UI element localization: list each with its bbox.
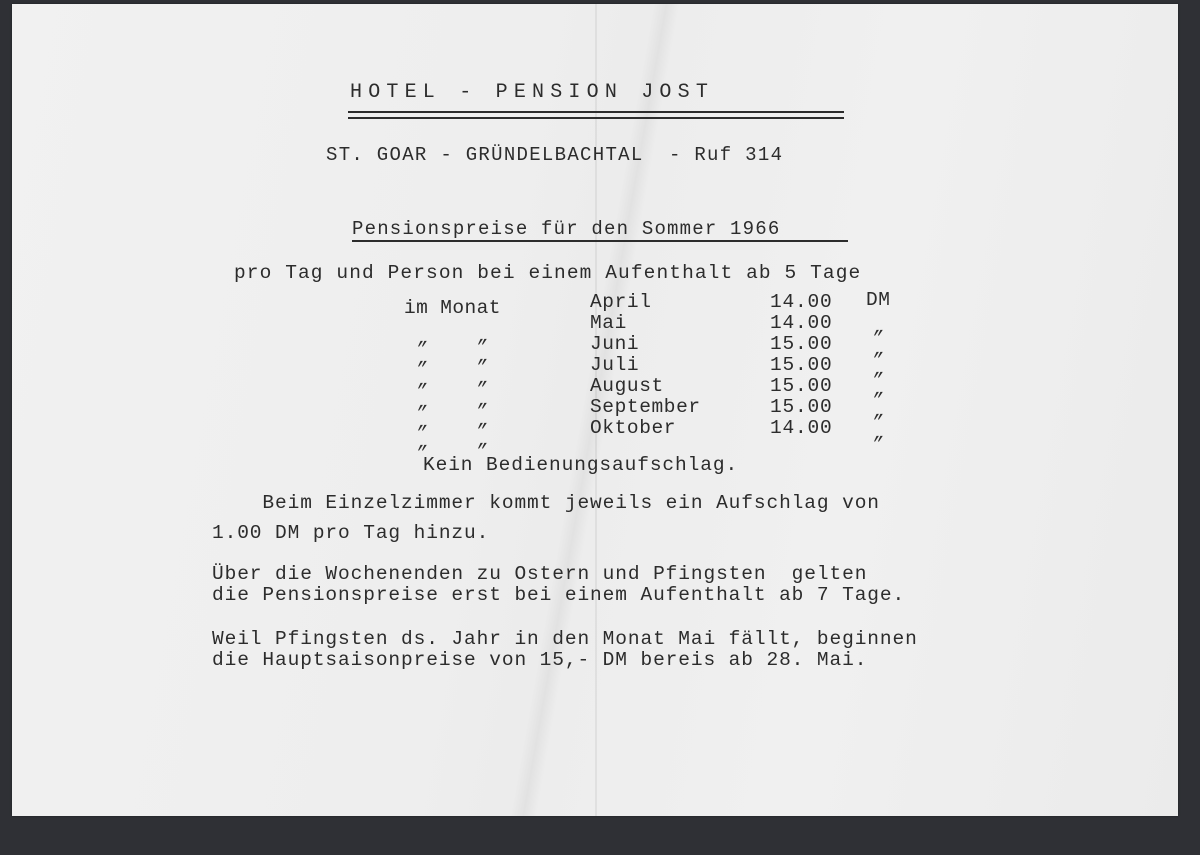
currency-ditto: „ bbox=[874, 402, 885, 422]
ditto-mark: „ bbox=[478, 369, 489, 389]
price-september: 15.00 bbox=[770, 396, 833, 418]
ditto-mark: „ bbox=[478, 347, 489, 367]
service-note: Kein Bedienungsaufschlag. bbox=[423, 454, 739, 476]
month-april: April bbox=[590, 291, 652, 313]
letter-sheet bbox=[12, 4, 1178, 816]
month-mai: Mai bbox=[590, 312, 627, 334]
currency-ditto: „ bbox=[874, 360, 885, 380]
price-juni: 15.00 bbox=[770, 333, 833, 355]
ditto-mark: „ bbox=[418, 433, 429, 453]
hotel-title: HOTEL - PENSION JOST bbox=[350, 81, 715, 104]
price-heading: Pensionspreise für den Sommer 1966 bbox=[352, 218, 781, 240]
hotel-address: ST. GOAR - GRÜNDELBACHTAL - Ruf 314 bbox=[326, 144, 784, 166]
heading-underline bbox=[352, 240, 848, 242]
ditto-mark: „ bbox=[418, 349, 429, 369]
currency-label: DM bbox=[866, 289, 891, 311]
month-label: im Monat bbox=[404, 297, 501, 319]
ditto-mark: „ bbox=[478, 391, 489, 411]
month-juni: Juni bbox=[590, 333, 640, 355]
paragraph-line: 1.00 DM pro Tag hinzu. bbox=[212, 522, 490, 544]
paragraph-line: Über die Wochenenden zu Ostern und Pfingsten gelten bbox=[212, 563, 868, 585]
currency-ditto: „ bbox=[874, 380, 885, 400]
price-oktober: 14.00 bbox=[770, 417, 833, 439]
ditto-mark: „ bbox=[478, 411, 489, 431]
price-juli: 15.00 bbox=[770, 354, 833, 376]
paragraph-line: die Pensionspreise erst bei einem Aufenthalt ab 7 Tage. bbox=[212, 584, 906, 606]
intro-line: pro Tag und Person bei einem Aufenthalt ab 5 Tage bbox=[234, 262, 862, 284]
paragraph-line: die Hauptsaisonpreise von 15,- DM bereis ab 28. Mai. bbox=[212, 649, 868, 671]
paragraph-line: Beim Einzelzimmer kommt jeweils ein Aufschlag von bbox=[212, 492, 880, 514]
ditto-mark: „ bbox=[478, 431, 489, 451]
month-juli: Juli bbox=[590, 354, 640, 376]
ditto-mark: „ bbox=[418, 329, 429, 349]
paragraph-line: Weil Pfingsten ds. Jahr in den Monat Mai fällt, beginnen bbox=[212, 628, 918, 650]
title-double-rule bbox=[348, 111, 844, 119]
price-august: 15.00 bbox=[770, 375, 833, 397]
ditto-mark: „ bbox=[478, 327, 489, 347]
month-september: September bbox=[590, 396, 701, 418]
currency-ditto: „ bbox=[874, 318, 885, 338]
ditto-mark: „ bbox=[418, 413, 429, 433]
month-oktober: Oktober bbox=[590, 417, 677, 439]
currency-ditto: „ bbox=[874, 340, 885, 360]
currency-ditto: „ bbox=[874, 424, 885, 444]
price-mai: 14.00 bbox=[770, 312, 833, 334]
month-august: August bbox=[590, 375, 664, 397]
ditto-mark: „ bbox=[418, 393, 429, 413]
ditto-mark: „ bbox=[418, 371, 429, 391]
price-april: 14.00 bbox=[770, 291, 833, 313]
